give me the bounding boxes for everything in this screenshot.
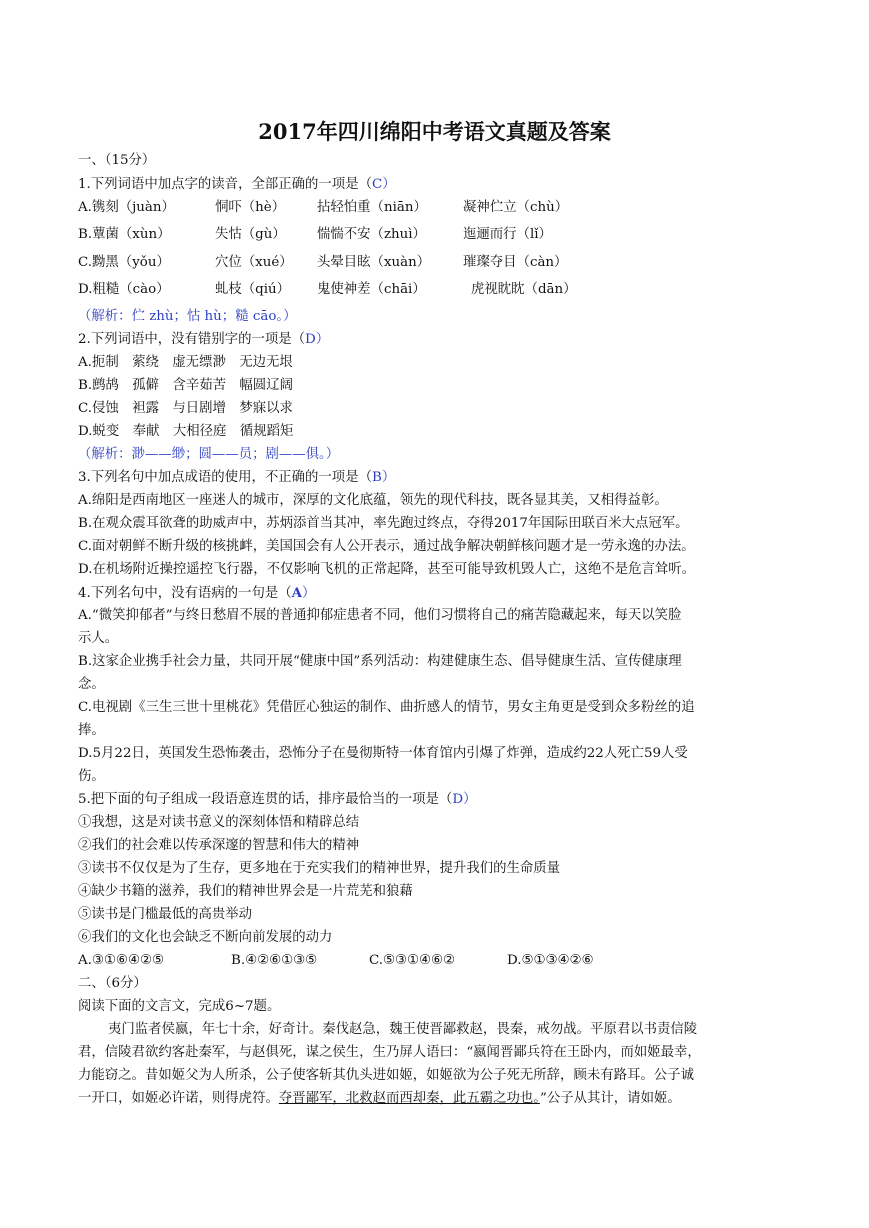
q1-a-1: A.镌刻（juàn） (78, 200, 175, 215)
q4-line-2: 示人。 (78, 631, 119, 646)
q3-option-b: B.在观众震耳欲聋的助威声中，苏炳添首当其冲，率先跑过终点，夺得2017年国际田联百米大点冠军。 (78, 516, 689, 531)
question-3-answer: B (371, 470, 382, 485)
q5-sentence-1: ①我想，这是对读书意义的深刻体悟和精辟总结 (78, 815, 360, 830)
q1-a-2: 恫吓（hè） (215, 200, 286, 215)
question-3-close: ） (381, 470, 396, 485)
underlined-sentence: 夺晋鄙军，北救赵而西却秦，此五霸之功也。 (278, 1091, 540, 1106)
question-5-stem (78, 790, 476, 810)
passage-line-3: 力能窃之。昔如姬父为人所杀，公子使客斩其仇头进如姬，如姬欲为公子死无所辞，顾未有路耳。公子诚 (78, 1068, 694, 1083)
q5-option-c: C.⑤③①④⑥② (369, 953, 456, 968)
question-1-stem (78, 175, 396, 195)
q1-d-2: 虬枝（qiú） (215, 282, 291, 297)
q1-d-1: D.粗糙（cào） (78, 282, 170, 297)
q5-options (78, 951, 594, 971)
question-5-answer: D (452, 792, 464, 807)
q4-line-3: B.这家企业携手社会力量，共同开展“健康中国”系列活动：构建健康生态、倡导健康生活、宣传健康理 (78, 654, 682, 669)
reading-intro: 阅读下面的文言文，完成6~7题。 (78, 999, 281, 1014)
section-heading-1: 一、（15分） (78, 153, 156, 168)
question-2-answer: D (305, 332, 316, 347)
q3-option-d: D.在机场附近操控遥控飞行器，不仅影响飞机的正常起降，甚至可能导致机毁人亡，这绝不是危言耸听。 (78, 562, 696, 577)
section-heading-2: 二、（6分） (78, 976, 147, 991)
q5-option-d: D.⑤①③④②⑥ (507, 953, 594, 968)
q2-option-c: C.侵蚀 袒露 与日剧增 梦寐以求 (78, 401, 293, 416)
q5-option-b: B.④②⑥①③⑤ (231, 953, 318, 968)
q5-sentence-5: ⑤读书是门槛最低的高贵举动 (78, 907, 253, 922)
question-1-answer: C (371, 177, 383, 192)
q5-option-a: A.③①⑥④②⑤ (78, 953, 164, 968)
q4-line-5: C.电视剧《三生三世十里桃花》凭借匠心独运的制作、曲折感人的情节，男女主角更是受到众多粉丝的追 (78, 700, 695, 715)
q1-option-row-d (78, 280, 577, 300)
passage-line-4-end: ”公子从其计，请如姬。 (539, 1091, 681, 1106)
q1-b-1: B.蕈菌（xùn） (78, 227, 171, 242)
q1-b-3: 惴惴不安（zhuì） (317, 227, 426, 242)
question-1-text: 1.下列词语中加点字的读音，全部正确的一项是（ (78, 177, 372, 192)
q1-b-2: 失怙（gù） (215, 227, 286, 242)
q2-option-d: D.蜕变 奉献 大相径庭 循规蹈矩 (78, 424, 294, 439)
q4-line-7: D.5月22日，英国发生恐怖袭击，恐怖分子在曼彻斯特一体育馆内引爆了炸弹，造成约22人死亡59人受 (78, 746, 688, 761)
q2-option-b: B.鹧鸪 孤僻 含辛茹苦 幅圆辽阔 (78, 378, 293, 393)
question-2-text: 2.下列词语中，没有错别字的一项是（ (78, 332, 306, 347)
q1-c-2: 穴位（xué） (215, 255, 293, 270)
q4-line-4: 念。 (78, 677, 105, 692)
passage-line-4 (78, 1089, 681, 1109)
q5-sentence-3: ③读书不仅仅是为了生存，更多地在于充实我们的精神世界，提升我们的生命质量 (78, 861, 561, 876)
question-4-close: ） (302, 586, 316, 601)
q1-analysis: （解析：伫 zhù；怙 hù；糙 cāo。） (78, 309, 297, 324)
q2-analysis: （解析：渺——缈；圆——员；剧——俱。） (78, 447, 340, 462)
q1-a-4: 凝神伫立（chù） (463, 200, 569, 215)
q1-option-row-b (78, 225, 552, 245)
question-2-close: ） (315, 332, 330, 347)
q1-c-1: C.黝黑（yǒu） (78, 255, 170, 270)
question-5-text: 5.把下面的句子组成一段语意连贯的话，排序最恰当的一项是（ (78, 792, 453, 807)
q4-line-8: 伤。 (78, 769, 105, 784)
q2-option-a: A.扼制 萦绕 虚无缥渺 无边无垠 (78, 355, 293, 370)
q1-d-3: 鬼使神差（chāi） (317, 282, 426, 297)
q4-line-6: 捧。 (78, 723, 105, 738)
q4-line-1: A.“微笑抑郁者”与终日愁眉不展的普通抑郁症患者不同，他们习惯将自己的痛苦隐藏起来，每天以笑脸 (78, 608, 682, 623)
q1-b-4: 迤逦而行（lǐ） (463, 227, 552, 242)
question-3-stem (78, 468, 395, 488)
page-title: 2017年四川绵阳中考语文真题及答案 (258, 119, 611, 144)
question-4-stem (78, 583, 315, 604)
q1-a-3: 拈轻怕重（niān） (317, 200, 427, 215)
passage-line-1: 夷门监者侯嬴，年七十余，好奇计。秦伐赵急，魏王使晋鄙救赵，畏秦，戒勿战。平原君以书责信陵 (108, 1022, 698, 1037)
question-1-close: ） (382, 177, 396, 192)
q5-sentence-2: ②我们的社会难以传承深邃的智慧和伟大的精神 (78, 838, 360, 853)
q1-option-row-c (78, 253, 567, 273)
q3-option-c: C.面对朝鲜不断升级的核挑衅，美国国会有人公开表示，通过战争解决朝鲜核问题才是一劳永逸的办法。 (78, 539, 695, 554)
question-4-answer: A (291, 585, 303, 601)
q1-option-row-a (78, 198, 568, 218)
question-5-close: ） (463, 792, 477, 807)
question-3-text: 3.下列名句中加点成语的使用，不正确的一项是（ (78, 470, 372, 485)
question-4-text: 4.下列名句中，没有语病的一句是（ (78, 586, 292, 601)
q5-sentence-6: ⑥我们的文化也会缺乏不断向前发展的动力 (78, 930, 333, 945)
q5-sentence-4: ④缺少书籍的滋养，我们的精神世界会是一片荒芜和狼藉 (78, 884, 413, 899)
passage-line-2: 君，信陵君欲约客赴秦军，与赵俱死，谋之侯生，生乃屏人语曰：“嬴闻晋鄙兵符在王卧内，而如姬最幸， (78, 1045, 701, 1060)
q1-d-4: 虎视眈眈（dān） (471, 282, 577, 297)
q1-c-3: 头晕目眩（xuàn） (317, 255, 431, 270)
passage-line-4-start: 一开口，如姬必许诺，则得虎符。 (78, 1091, 279, 1106)
q1-c-4: 璀璨夺目（càn） (463, 255, 568, 270)
question-2-stem (78, 330, 329, 350)
q3-option-a: A.绵阳是西南地区一座迷人的城市，深厚的文化底蕴，领先的现代科技，既各显其美，又相得益彰。 (78, 493, 668, 508)
